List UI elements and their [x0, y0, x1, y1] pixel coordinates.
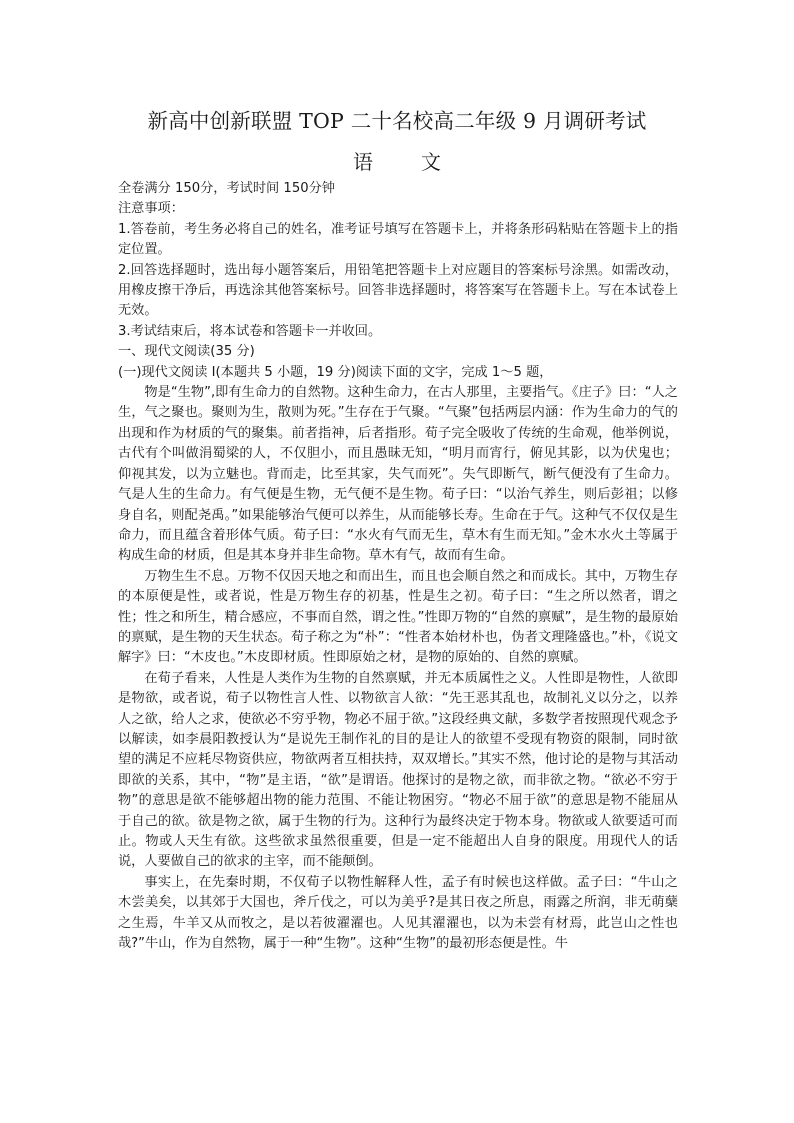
- exam-body: [118, 179, 678, 954]
- exam-title: 新高中创新联盟 TOP 二十名校高二年级 9 月调研考试: [147, 109, 647, 133]
- article-paragraph-2: 万物生生不息。万物不仅因天地之和而出生，而且也会顺自然之和而成长。其中，万物生存的本原便是性，或者说，性是万物生存的初基，性是生之初。荀子曰：“生之所以然者，谓之性；性之和所生，精合感应，不事而自然，谓之性。”性即万物的“自然的禀赋”，是生物的最原始的禀赋，是生物的天生状态。荀子称之为“朴”：“性者本始材朴也，伪者文理隆盛也。”朴，《说文解字》曰：“木皮也。”木皮即材质。性即原始之材，是物的原始的、自然的禀赋。: [118, 568, 678, 666]
- note-3: 3.考试结束后，将本试卷和答题卡一并收回。: [118, 323, 382, 339]
- article-paragraph-4: 事实上，在先秦时期，不仅荀子以物性解释人性，孟子有时候也这样做。孟子曰：“牛山之木尝美矣，以其郊于大国也，斧斤伐之，可以为美乎?是其日夜之所息，雨露之所润，非无萌蘖之生焉，牛羊又从而牧之，是以若彼濯濯也。人见其濯濯也，以为未尝有材焉，此岂山之性也哉?”牛山，作为自然物，属于一种“生物”。这种“生物”的最初形态便是性。牛: [118, 874, 678, 952]
- subject-char-1: 语: [353, 150, 373, 174]
- note-1: 1.答卷前，考生务必将自己的姓名，准考证号填写在答题卡上，并将条形码粘贴在答题卡上的指定位置。: [118, 221, 678, 258]
- subject-char-2: 文: [421, 150, 441, 174]
- article-paragraph-3: 在荀子看来，人性是人类作为生物的自然禀赋，并无本质属性之义。人性即是物性，人欲即是物欲，或者说，荀子以物性言人性、以物欲言人欲：“先王恶其乱也，故制礼义以分之，以养人之欲，给人之求，使欲必不穷乎物，物必不屈于欲。”这段经典文献，多数学者按照现代观念予以解读，如李晨阳教授认为“是说先王制作礼的目的是让人的欲望不受现有物资的限制，同时欲望的满足不应耗尽物资供应，物欲两者互相扶持，双双增长。”其实不然，他讨论的是物与其活动即欲的关系，其中，“物”是主语，“欲”是谓语。他探讨的是物之欲，而非欲之物。“欲必不穷于物”的意思是欲不能够超出物的能力范围、不能让物困穷。“物必不屈于欲”的意思是物不能屈从于自己的欲。欲是物之欲，属于生物的行为。这种行为最终决定于物本身。物欲或人欲要适可而止。物或人天生有欲。这些欲求虽然很重要，但是一定不能超出人自身的限度。用现代人的话说，人要做自己的欲求的主宰，而不能颠倒。: [118, 670, 678, 870]
- notes-title: 注意事项：: [118, 201, 184, 217]
- subject-heading: [0, 146, 794, 175]
- note-2: 2.回答选择题时，选出每小题答案后，用铅笔把答题卡上对应题目的答案标号涂黑。如需改动，用橡皮擦干净后，再选涂其他答案标号。回答非选择题时，将答案写在答题卡上。写在本试卷上无效。: [118, 262, 678, 319]
- score-time-line: 全卷满分 150分，考试时间 150分钟: [118, 181, 335, 196]
- article-paragraph-1: 物是“生物”,即有生命力的自然物。这种生命力，在古人那里，主要指气。《庄子》曰：“人之生，气之聚也。聚则为生，散则为死。”生存在于气聚。“气聚”包括两层内涵：作为生命力的气的出现和作为材质的气的聚集。前者指神，后者指形。荀子完全吸收了传统的生命观，他举例说，古代有个叫做涓蜀梁的人，不仅胆小，而且愚昧无知，“明月而宵行，俯见其影，以为伏鬼也；仰视其发，以为立魅也。背而走，比至其家，失气而死”。失气即断气，断气便没有了生命力。气是人生的生命力。有气便是生物，无气便不是生物。荀子曰：“以治气养生，则后彭祖；以修身自名，则配尧禹。”如果能够治气便可以养生，从而能够长寿。生命在于气。这种气不仅仅是生命力，而且蕴含着形体气质。荀子曰：“水火有气而无生，草木有生而无知。”金木水火土等属于构成生命的材质，但是其本身并非生命物。草木有气，故而有生命。: [118, 385, 678, 564]
- section-subheading: (一)现代文阅读 I(本题共 5 小题，19 分)阅读下面的文字，完成 1～5 题，: [118, 364, 553, 380]
- section-heading: 一、现代文阅读(35 分): [118, 344, 255, 360]
